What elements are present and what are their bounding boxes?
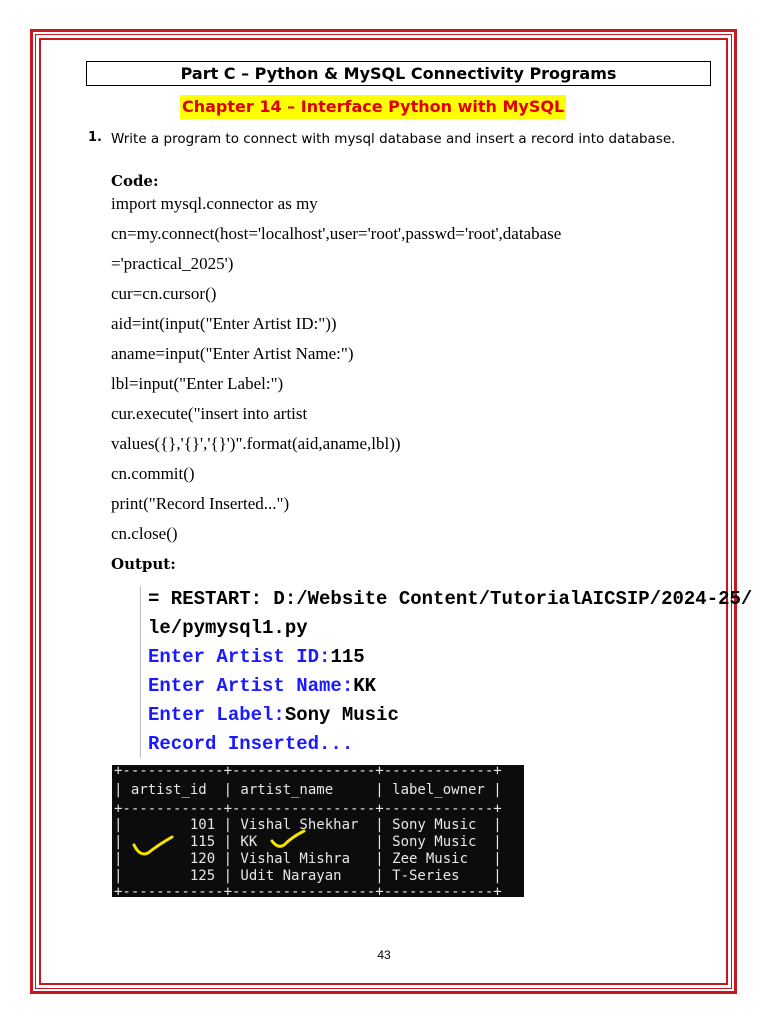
code-line: print("Record Inserted..."): [111, 494, 290, 513]
page-number: 43: [377, 948, 391, 962]
console-line-artist-name: [148, 675, 376, 697]
code-line: cn=my.connect(host='localhost',user='root',passwd='root',database: [111, 224, 562, 243]
table-border: +------------+-----------------+-------------+: [114, 801, 502, 817]
highlight-marks: [112, 765, 524, 897]
table-border: +------------+-----------------+-------------+: [114, 763, 502, 779]
console-line-label: [148, 704, 399, 726]
console-input-value: KK: [353, 675, 377, 697]
code-line: import mysql.connector as my: [111, 194, 318, 213]
code-line: cur=cn.cursor(): [111, 284, 217, 303]
checkmark-icon: [272, 831, 304, 846]
console-path-line: le/pymysql1.py: [148, 617, 308, 639]
console-prompt: Enter Artist ID:: [148, 646, 331, 668]
code-line: cn.close(): [111, 524, 178, 543]
code-line: cn.commit(): [111, 464, 195, 483]
console-line-artist-id: [148, 646, 365, 668]
table-row: | 120 | Vishal Mishra | Zee Music |: [114, 851, 502, 867]
console-output: [140, 586, 753, 758]
question-text: Write a program to connect with mysql database and insert a record into database.: [111, 131, 676, 147]
mysql-result-table: [112, 763, 524, 900]
console-restart-line: = RESTART: D:/Website Content/TutorialAICSIP/2024-25/: [148, 588, 753, 610]
table-border: +------------+-----------------+-------------+: [114, 884, 502, 900]
chapter-title: Chapter 14 – Interface Python with MySQL: [180, 95, 566, 119]
code-line: lbl=input("Enter Label:"): [111, 374, 284, 393]
code-line: values({},'{}','{}')".format(aid,aname,lbl)): [111, 434, 401, 453]
code-line: cur.execute("insert into artist: [111, 404, 308, 423]
code-line: aname=input("Enter Artist Name:"): [111, 344, 354, 363]
console-prompt: Enter Artist Name:: [148, 675, 354, 697]
code-line: ='practical_2025'): [111, 254, 234, 273]
code-line: aid=int(input("Enter Artist ID:")): [111, 314, 337, 333]
console-prompt: Enter Label:: [148, 704, 285, 726]
console-input-value: 115: [330, 646, 365, 668]
table-row: | 115 | KK | Sony Music |: [114, 834, 502, 850]
checkmark-icon: [134, 837, 172, 854]
table-row: | 125 | Udit Narayan | T-Series |: [114, 868, 502, 884]
question-number: 1.: [88, 130, 102, 145]
table-row: | 101 | Vishal Shekhar | Sony Music |: [114, 817, 502, 833]
console-done-line: Record Inserted...: [148, 733, 354, 755]
output-label: Output:: [111, 555, 176, 573]
code-label: Code:: [111, 172, 159, 190]
table-header: | artist_id | artist_name | label_owner |: [114, 782, 502, 798]
part-title: Part C – Python & MySQL Connectivity Programs: [86, 61, 711, 86]
console-input-value: Sony Music: [284, 704, 399, 726]
